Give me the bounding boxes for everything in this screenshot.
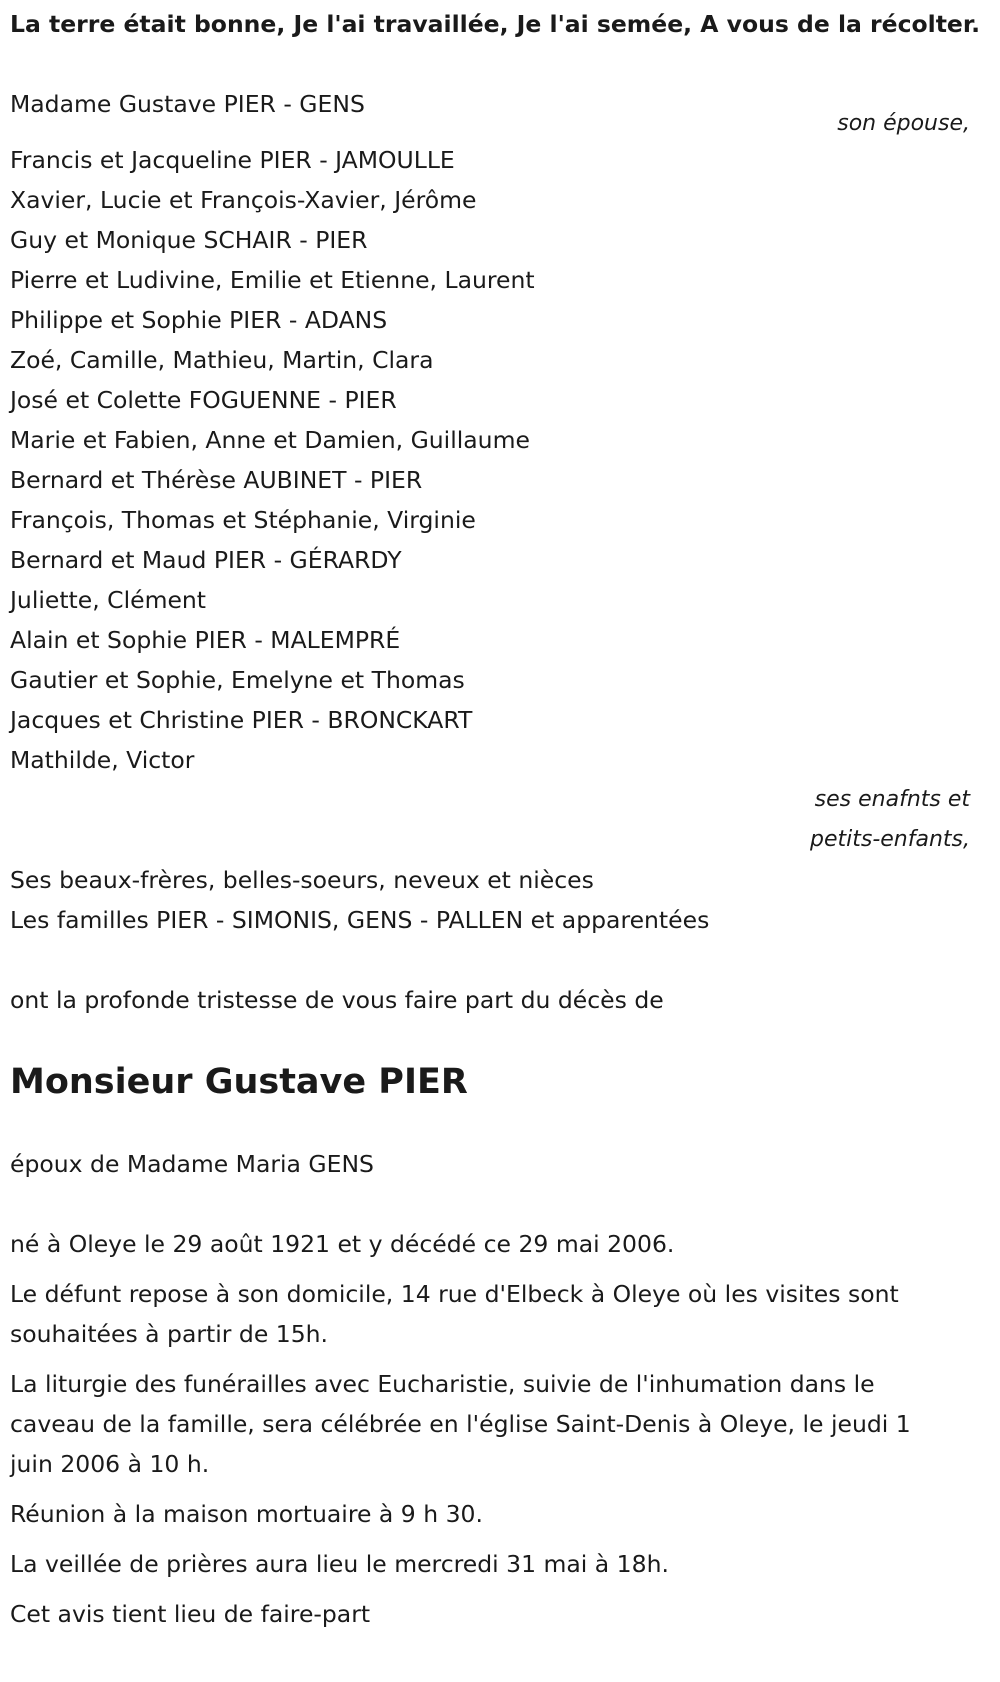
family-list	[10, 140, 990, 780]
funeral-details	[10, 1224, 940, 1634]
spacer	[10, 940, 990, 980]
family-line: Philippe et Sophie PIER - ADANS	[10, 306, 388, 334]
epigraph: La terre était bonne, Je l'ai travaillée, Je l'ai semée, A vous de la récolter.	[10, 10, 981, 38]
birth-death: né à Oleye le 29 août 1921 et y décédé ce 29 mai 2006.	[10, 1230, 675, 1258]
family-line: Alain et Sophie PIER - MALEMPRÉ	[10, 626, 401, 654]
deceased-name: Monsieur Gustave PIER	[10, 1062, 468, 1102]
relatives-list	[10, 860, 990, 940]
family-line: Guy et Monique SCHAIR - PIER	[10, 226, 368, 254]
liturgy-info: La liturgie des funérailles avec Eucharistie, suivie de l'inhumation dans le caveau de la famille, sera célébrée en l'église Saint-Denis à Oleye, le jeudi 1 juin 2006 à 10 h.	[10, 1370, 911, 1478]
spacer	[10, 1104, 990, 1144]
family-line: José et Colette FOGUENNE - PIER	[10, 386, 397, 414]
spouse-relation: son épouse,	[837, 111, 970, 136]
spacer	[10, 44, 990, 84]
family-line: Jacques et Christine PIER - BRONCKART	[10, 706, 473, 734]
spacer	[10, 1020, 990, 1060]
family-line: Mathilde, Victor	[10, 746, 195, 774]
family-line: Xavier, Lucie et François-Xavier, Jérôme	[10, 186, 477, 214]
family-line: Zoé, Camille, Mathieu, Martin, Clara	[10, 346, 434, 374]
meeting-info: Réunion à la maison mortuaire à 9 h 30.	[10, 1500, 483, 1528]
closing-note: Cet avis tient lieu de faire-part	[10, 1600, 371, 1628]
relatives-line: Les familles PIER - SIMONIS, GENS - PALLEN et apparentées	[10, 906, 710, 934]
vigil-info: La veillée de prières aura lieu le mercredi 31 mai à 18h.	[10, 1550, 669, 1578]
family-line: Gautier et Sophie, Emelyne et Thomas	[10, 666, 465, 694]
family-line: Juliette, Clément	[10, 586, 207, 614]
family-relation-line: petits-enfants,	[810, 827, 970, 852]
family-line: Bernard et Maud PIER - GÉRARDY	[10, 546, 402, 574]
spouse-name: Madame Gustave PIER - GENS	[10, 90, 365, 118]
repose-info: Le défunt repose à son domicile, 14 rue d'Elbeck à Oleye où les visites sont souhaitées à partir de 15h.	[10, 1280, 899, 1348]
family-line: Pierre et Ludivine, Emilie et Etienne, Laurent	[10, 266, 535, 294]
family-line: Marie et Fabien, Anne et Damien, Guillaume	[10, 426, 530, 454]
spacer	[10, 1184, 990, 1224]
family-line: François, Thomas et Stéphanie, Virginie	[10, 506, 476, 534]
family-line: Francis et Jacqueline PIER - JAMOULLE	[10, 146, 455, 174]
relatives-line: Ses beaux-frères, belles-soeurs, neveux et nièces	[10, 866, 594, 894]
deceased-spouse: époux de Madame Maria GENS	[10, 1150, 374, 1178]
family-line: Bernard et Thérèse AUBINET - PIER	[10, 466, 423, 494]
family-relation	[10, 780, 990, 860]
family-relation-line: ses enafnts et	[814, 787, 970, 812]
announcement: ont la profonde tristesse de vous faire part du décès de	[10, 986, 664, 1014]
